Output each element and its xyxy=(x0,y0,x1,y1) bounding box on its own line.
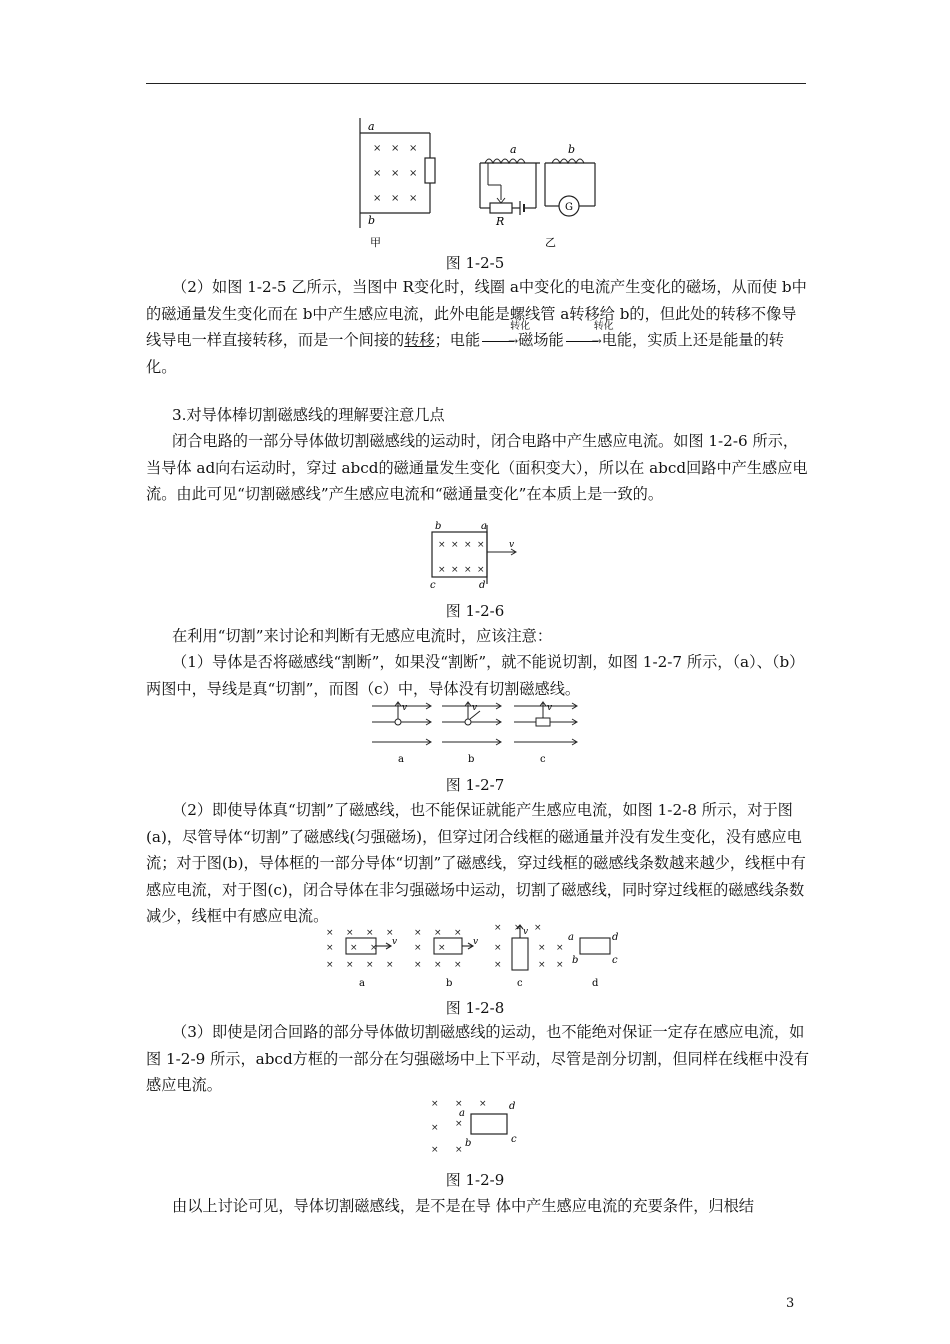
svg-text:×: × xyxy=(477,565,485,575)
svg-text:×: × xyxy=(434,960,442,970)
svg-text:×: × xyxy=(431,1145,439,1155)
svg-text:b: b xyxy=(435,521,442,532)
svg-text:×: × xyxy=(431,1123,439,1133)
svg-text:a: a xyxy=(568,932,574,943)
svg-text:×: × xyxy=(494,960,502,970)
caption-1-2-6: 图 1-2-6 xyxy=(445,602,505,620)
svg-text:×: × xyxy=(414,928,422,938)
svg-text:v: v xyxy=(547,703,553,713)
caption-1-2-8: 图 1-2-8 xyxy=(445,999,505,1017)
figure-1-2-9 xyxy=(425,1096,525,1160)
fig128-label-d: d xyxy=(592,978,599,989)
svg-text:v: v xyxy=(402,703,408,713)
svg-text:×: × xyxy=(373,143,382,154)
svg-text:×: × xyxy=(494,923,502,933)
svg-text:×: × xyxy=(346,928,354,938)
svg-text:c: c xyxy=(612,955,618,966)
svg-text:b: b xyxy=(572,955,579,966)
figure-1-2-6-drawing xyxy=(425,520,525,592)
svg-text:v: v xyxy=(523,927,529,937)
fig128-label-c: c xyxy=(517,978,523,989)
svg-text:c: c xyxy=(430,580,436,591)
label-a-coil: a xyxy=(510,143,517,156)
svg-text:×: × xyxy=(464,565,472,575)
fig128-label-a: a xyxy=(359,978,365,989)
svg-text:×: × xyxy=(366,960,374,970)
svg-text:v: v xyxy=(392,937,398,947)
svg-text:×: × xyxy=(431,1099,439,1109)
svg-text:×: × xyxy=(494,943,502,953)
figure-1-2-5 xyxy=(340,118,620,253)
paragraph-3: 闭合电路的一部分导体做切割磁感线的运动时，闭合电路中产生感应电流。如图 1-2-6 所示，当导体 ad向右运动时，穿过 abcd的磁通量发生变化（面积变大），所以在 abcd回路中产生感应电流。由此可见“切割磁感线”产生感应电流和“磁通量变化”在本质上是一致的。 xyxy=(146,432,808,503)
svg-text:×: × xyxy=(538,943,546,953)
svg-text:×: × xyxy=(326,928,334,938)
svg-text:×: × xyxy=(514,923,522,933)
svg-text:×: × xyxy=(538,960,546,970)
underlined-word: 转移 xyxy=(404,331,435,349)
svg-text:×: × xyxy=(391,168,400,179)
svg-text:×: × xyxy=(438,565,446,575)
svg-text:×: × xyxy=(454,960,462,970)
fig128-label-b: b xyxy=(446,978,453,989)
section-heading-3: 3.对导体棒切割磁感线的理解要注意几点 xyxy=(172,406,445,424)
paragraph-6: （2）即使导体真“切割”了磁感线，也不能保证就能产生感应电流，如图 1-2-8 所示，对于图(a)，尽管导体“切割”了磁感线(匀强磁场)，但穿过闭合线框的磁通量并没有发生变化，没有感应电流；对于图(b)，导体框的一部分导体“切割”了磁感线，穿过线框的磁感线条数越来越少，线框中有感应电流，对于图(c)，闭合导体在非匀强磁场中运动，切割了磁感线，同时穿过线框的磁感线条数减少，线框中有感应电流。 xyxy=(146,801,806,925)
paragraph-2: （2）如图 1-2-5 乙所示，当图中 R变化时，线圈 a中变化的电流产生变化的磁场，从而使 b中的磁通量发生变化而在 b中产生感应电流，此外电能是螺线管 a转移给 b的，但此处的转移不像导线导电一样直接转移，而是一个间接的转移；电能 转化 → 磁场能 转化 → 电能，实质上还是能量的转化。 xyxy=(146,278,807,376)
svg-text:a: a xyxy=(459,1108,465,1119)
figure-1-2-6 xyxy=(425,520,525,592)
caption-1-2-7: 图 1-2-7 xyxy=(445,776,505,794)
svg-text:×: × xyxy=(386,928,394,938)
paragraph-5: （1）导体是否将磁感线“割断”，如果没“割断”，就不能说切割，如图 1-2-7 所示，（a）、（b）两图中，导线是真“切割”，而图（c）中，导体没有切割磁感线。 xyxy=(146,653,805,698)
figure-1-2-7 xyxy=(370,698,582,766)
svg-text:×: × xyxy=(350,943,358,953)
svg-text:×: × xyxy=(534,923,542,933)
svg-text:×: × xyxy=(464,540,472,550)
svg-text:v: v xyxy=(472,703,478,713)
fig127-label-a: a xyxy=(398,754,404,765)
svg-text:×: × xyxy=(414,943,422,953)
svg-text:×: × xyxy=(455,1099,463,1109)
svg-text:c: c xyxy=(511,1134,517,1145)
svg-text:×: × xyxy=(391,143,400,154)
svg-text:×: × xyxy=(373,193,382,204)
paragraph-7: （3）即使是闭合回路的部分导体做切割磁感线的运动，也不能绝对保证一定存在感应电流，如图 1-2-9 所示，abcd方框的一部分在匀强磁场中上下平动，尽管是剖分切割，但同样在线框中没有感应电流。 xyxy=(146,1023,810,1094)
svg-text:×: × xyxy=(454,928,462,938)
svg-text:d: d xyxy=(612,932,619,943)
svg-text:×: × xyxy=(556,943,564,953)
svg-text:a: a xyxy=(481,521,487,532)
svg-text:×: × xyxy=(556,960,564,970)
fig127-label-c: c xyxy=(540,754,546,765)
caption-1-2-9: 图 1-2-9 xyxy=(445,1171,505,1189)
svg-text:×: × xyxy=(326,943,334,953)
svg-text:d: d xyxy=(479,580,486,591)
svg-text:v: v xyxy=(473,937,479,947)
svg-text:×: × xyxy=(366,928,374,938)
figure-1-2-5-drawing xyxy=(340,118,620,253)
fig127-label-b: b xyxy=(468,754,475,765)
header-rule xyxy=(146,83,806,84)
page-number: 3 xyxy=(786,1296,795,1311)
caption-1-2-5: 图 1-2-5 xyxy=(445,254,505,272)
convert-arrow-1: 转化 → xyxy=(482,334,516,348)
svg-text:×: × xyxy=(438,540,446,550)
label-yi: 乙 xyxy=(545,236,556,249)
svg-text:×: × xyxy=(409,193,418,204)
figure-1-2-9-drawing xyxy=(425,1096,525,1160)
paragraph-4: 在利用“切割”来讨论和判断有无感应电流时，应该注意： xyxy=(172,627,553,645)
label-jia: 甲 xyxy=(370,236,381,249)
svg-text:×: × xyxy=(346,960,354,970)
label-a-left: a xyxy=(368,120,375,133)
svg-text:×: × xyxy=(451,540,459,550)
svg-text:×: × xyxy=(434,928,442,938)
velocity-label: v xyxy=(509,540,515,550)
label-r: R xyxy=(496,215,505,228)
svg-text:×: × xyxy=(391,193,400,204)
svg-text:×: × xyxy=(477,540,485,550)
svg-text:×: × xyxy=(479,1099,487,1109)
svg-text:×: × xyxy=(409,143,418,154)
figure-1-2-8 xyxy=(322,920,632,992)
convert-arrow-2: 转化 → xyxy=(566,334,600,348)
svg-text:×: × xyxy=(326,960,334,970)
figure-1-2-7-drawing xyxy=(370,698,582,766)
svg-text:×: × xyxy=(438,943,446,953)
svg-text:×: × xyxy=(409,168,418,179)
paragraph-8: 由以上讨论可见，导体切割磁感线，是不是在导 体中产生感应电流的充要条件，归根结 xyxy=(172,1197,754,1215)
svg-text:×: × xyxy=(451,565,459,575)
svg-text:×: × xyxy=(455,1119,463,1129)
label-b-left: b xyxy=(368,214,376,227)
svg-text:×: × xyxy=(370,943,378,953)
galvanometer-label: G xyxy=(565,202,573,213)
label-b-coil: b xyxy=(568,143,576,156)
svg-text:d: d xyxy=(509,1101,516,1112)
svg-text:×: × xyxy=(386,960,394,970)
svg-text:×: × xyxy=(373,168,382,179)
figure-1-2-8-drawing xyxy=(322,920,632,992)
svg-text:×: × xyxy=(414,960,422,970)
svg-text:b: b xyxy=(465,1138,472,1149)
svg-text:×: × xyxy=(455,1145,463,1155)
